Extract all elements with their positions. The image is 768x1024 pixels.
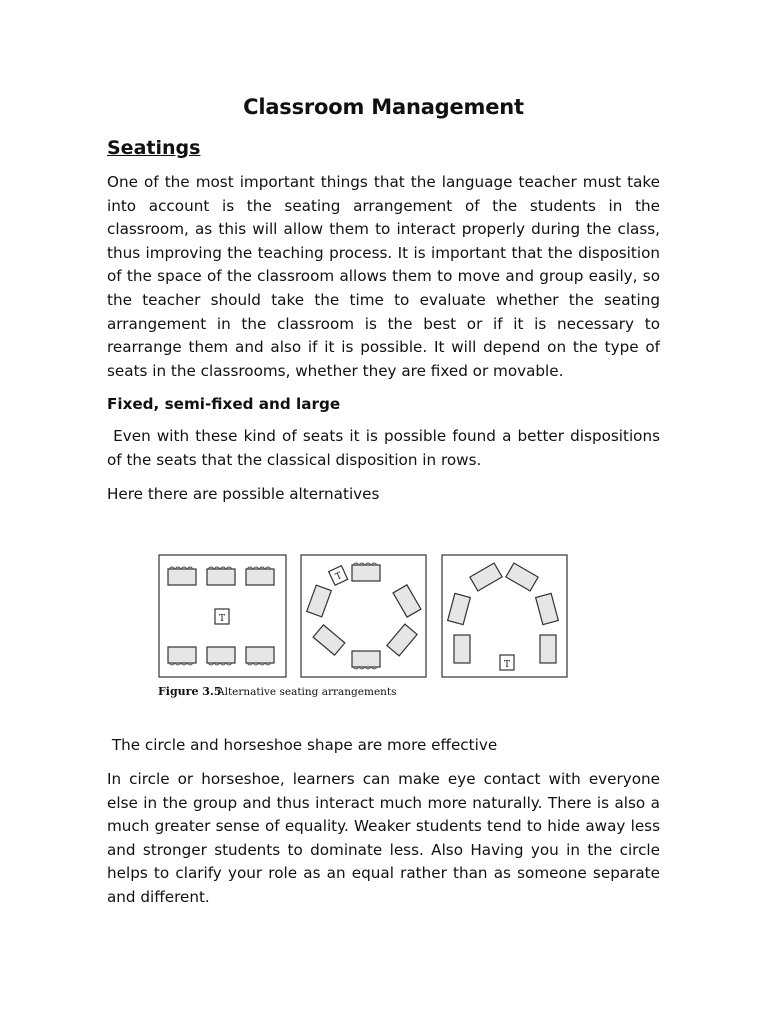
- section-heading-seatings: Seatings: [107, 137, 201, 159]
- subheading-fixed-seats: Fixed, semi-fixed and large: [107, 395, 341, 414]
- shape-line: The circle and horseshoe shape are more effective: [107, 736, 498, 754]
- teacher-label: T: [503, 660, 511, 670]
- page-title: Classroom Management: [243, 95, 524, 119]
- circle-paragraph: In circle or horseshoe, learners can make eye contact with everyone else in the group and thus interact much more naturally. There is also a much greater sense of equality. Weaker students tend to hide away less and stronger students to dominate less. Also Having you in the circle helps to clarify your role as an equal rather than as someone separate and different.: [107, 770, 660, 906]
- intro-paragraph: One of the most important things that the language teacher must take into account is the seating arrangement of the students in the classroom, as this will allow them to interact properly during the class, thus improving the teaching process. It is important that the disposition of the space of the classroom allows them to move and group easily, so the teacher should take the time to evaluate whether the seating arrangement in the classroom is the best or if it is necessary to rearrange them and also if it is possible. It will depend on the type of seats in the classrooms, whether they are fixed or movable.: [107, 173, 660, 380]
- figure-caption: Alternative seating arrangements: [217, 686, 397, 698]
- teacher-label: T: [334, 571, 344, 583]
- alternatives-line: Here there are possible alternatives: [107, 484, 380, 503]
- document-page: [107, 92, 665, 506]
- seats-paragraph: Even with these kind of seats it is possible found a better dispositions of the seats that the classical disposition in rows.: [107, 427, 665, 469]
- teacher-label: T: [218, 614, 226, 624]
- figure-number: Figure 3.5: [158, 685, 222, 698]
- seating-figure: [145, 543, 593, 709]
